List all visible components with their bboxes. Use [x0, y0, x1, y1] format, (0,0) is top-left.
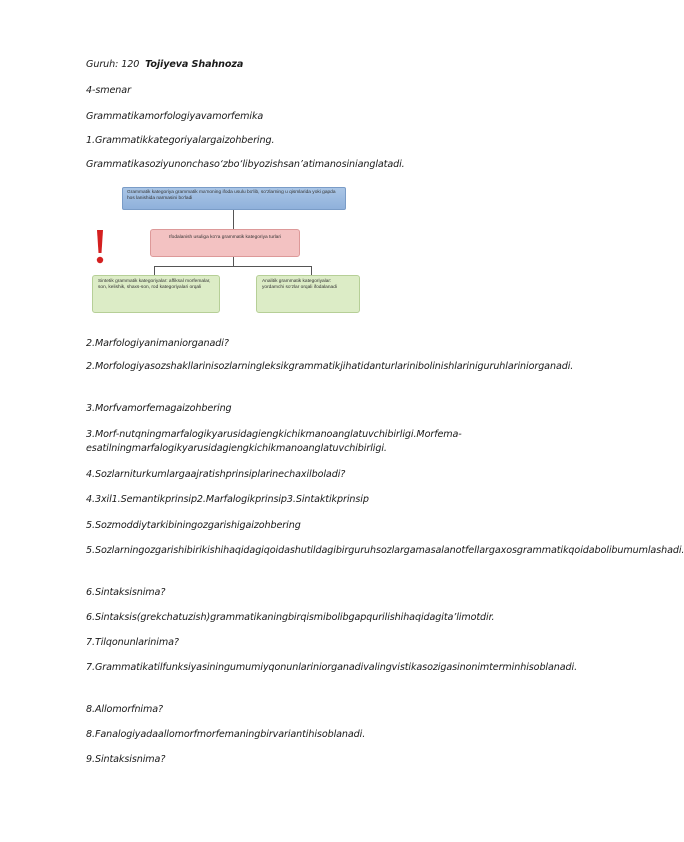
- answer-4: 4.3xil1.Semantikprinsip2.Marfalogikprinsip3.Sintaktikprinsip: [86, 494, 369, 505]
- grammatical-category-diagram: [92, 183, 360, 319]
- diagram-connector: [233, 210, 234, 229]
- answer-6: 6.Sintaksis(grekchatuzish)grammatikaningbirqismibolibgapqurilishihaqidagita’limotdir.: [86, 612, 495, 623]
- question-3: 3.Morfvamorfemagaizohbering: [86, 403, 232, 414]
- group-label: Guruh: 120: [86, 59, 140, 70]
- answer-2: 2.Morfologiyasozshakllarinisozlarningleksikgrammatikjihatidanturlarinibolinishlariniguruhlariniorganadi.: [86, 361, 574, 372]
- answer-3: 3.Morf-nutqningmarfalogikyarusidagiengkichikmanoanglatuvchibirligi.Morfema-esatilningmarfalogikyarusidagiengkichikmanoanglatuvchibirligi.: [86, 429, 462, 454]
- question-6: 6.Sintaksisnima?: [86, 587, 166, 598]
- answer-5: 5.Sozlarningozgarishibirikishihaqidagiqoidashutildagibirguruhsozlargamasalanotfellargaxosgrammatikqoidabolibumumlashadi.: [86, 545, 684, 556]
- question-4: 4.Sozlarniturkumlargaajratishprinsiplarinechaxilboladi?: [86, 469, 346, 480]
- question-1: 1.Grammatikkategoriyalargaizohbering.: [86, 135, 275, 146]
- diagram-connector: [311, 266, 312, 275]
- diagram-middle-box: Ifodalanish usuliga ko‘ra grammatik kategoriya turlari: [150, 229, 300, 257]
- seminar-label: 4-smenar: [86, 85, 131, 96]
- student-name: Tojiyeva Shahnoza: [145, 59, 244, 70]
- diagram-connector: [154, 266, 155, 275]
- question-5: 5.Sozmoddiytarkibiningozgarishigaizohbering: [86, 520, 301, 531]
- header-line: [86, 58, 554, 72]
- question-8: 8.Allomorfnima?: [86, 704, 164, 715]
- question-9: 9.Sintaksisnima?: [86, 754, 166, 765]
- diagram-connector: [233, 257, 234, 266]
- answer-1: Grammatikasoziyunonchaso‘zbo‘libyozishsan’atimanosinianglatadi.: [86, 159, 405, 170]
- topic-title: Grammatikamorfologiyavamorfemika: [86, 111, 264, 122]
- diagram-left-box: Sintetik grammatik kategoriyalar: affiksal morfemalar, son, kelishik, shaxs-son, rod kategoriyalari orqali: [92, 275, 220, 313]
- diagram-right-box: Analitik grammatik kategoriyalar: yordamchi so‘zlar orqali ifodalanadi: [256, 275, 360, 313]
- answer-8: 8.Fanalogiyadaallomorfmorfemaningbirvariantihisoblanadi.: [86, 729, 366, 740]
- question-2: 2.Marfologiyanimaniorganadi?: [86, 338, 229, 349]
- exclamation-icon: [94, 229, 106, 265]
- diagram-connector: [154, 266, 312, 267]
- answer-7: 7.Grammatikatilfunksiyasiningumumiyqonunlariniorganadivalingvistikasozigasinonimterminhisoblanadi.: [86, 662, 578, 673]
- diagram-top-box: Grammatik kategoriya grammatik ma’noning ifoda usulu bo’lib, so’zlarning u qismlarida yoki gapda hos lanishida narmasini bo’ladi: [122, 187, 346, 210]
- question-7: 7.Tilqonunlarinima?: [86, 637, 179, 648]
